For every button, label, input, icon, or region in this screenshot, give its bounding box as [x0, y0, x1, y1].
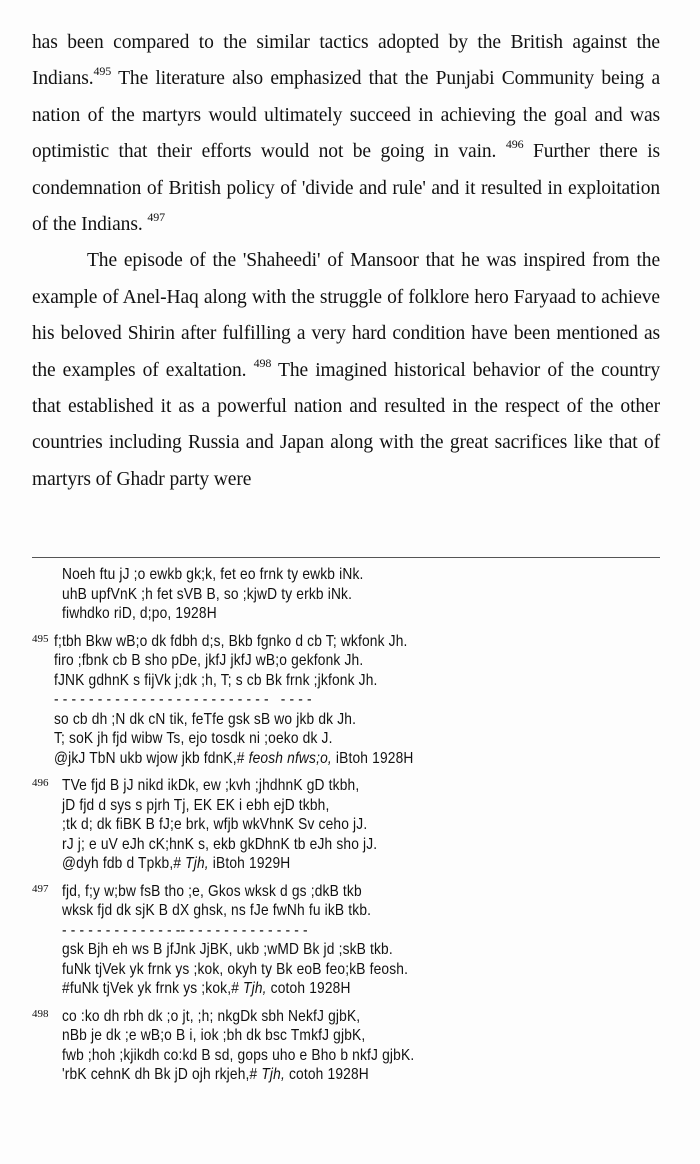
citation-source: feosh nfws;o,: [248, 749, 332, 767]
footnote-495: [32, 632, 660, 769]
footnote-line: wksk fjd dk sjK B dX ghsk, ns fJe fwNh fu ikB tkb.: [62, 902, 372, 919]
footnote-498: [32, 1007, 660, 1085]
footnote-line: so cb dh ;N dk cN tik, feTfe gsk sB wo jkb dk Jh.: [54, 710, 357, 728]
footnote-reference[interactable]: 497: [147, 210, 166, 225]
footnote-497: [32, 882, 660, 999]
footnote-line: fuNk tjVek yk frnk ys ;kok, okyh ty Bk eoB feo;kB feosh.: [62, 960, 409, 978]
citation-source: Tjh,: [261, 1066, 285, 1083]
citation-date: cotoh 1928H: [284, 1066, 369, 1083]
footnote-separator: [32, 557, 660, 558]
footnote-line: fJNK gdhnK s fijVk j;dk ;h, T; s cb Bk frnk ;jkfonk Jh.: [54, 671, 378, 689]
footnote-line: jD fjd d sys s pjrh Tj, EK EK i ebh ejD tkbh,: [62, 796, 330, 814]
footnote-line: [62, 979, 576, 999]
footnote-reference[interactable]: 496: [505, 137, 524, 152]
footnote-line: fwb ;hoh ;kjikdh co:kd B sd, gops uho e Bho b nkfJ gjbK.: [62, 1046, 415, 1064]
footnote-line: [62, 1065, 576, 1085]
paragraph-text: The imagined historical behavior of the country that established it as a powerful nation and resulted in the respect of the other countries including Russia and Japan along with the great sacrifices like that of martyrs of Ghadr party were: [32, 359, 660, 490]
citation-date: iBtoh 1928H: [331, 749, 414, 767]
footnote-reference[interactable]: 498: [253, 355, 272, 370]
footnote-line: fjd, f;y w;bw fsB tho ;e, Gkos wksk d gs ;dkB tkb: [62, 882, 362, 900]
citation-source: Tjh,: [243, 980, 267, 997]
footnote-number: 497: [32, 882, 49, 895]
paragraph-2: [32, 243, 660, 498]
footnote-line: rJ j; e uV eJh cK;hnK s, ekb gkDhnK tb eJh sho jJ.: [62, 835, 378, 853]
footnote-line: nBb je dk ;e wB;o B i, iok ;bh dk bsc TmkfJ gjbK,: [62, 1027, 366, 1044]
footnote-line: gsk Bjh eh ws B jfJnk JjBK, ukb ;wMD Bk jd ;skB tkb.: [62, 941, 393, 958]
citation-prefix: @jkJ TbN ukb wjow jkb fdnK,#: [54, 749, 249, 767]
footnote-number: 496: [32, 777, 49, 789]
citation-date: cotoh 1928H: [266, 980, 351, 997]
footnote-line: firo ;fbnk cb B sho pDe, jkfJ jkfJ wB;o gekfonk Jh.: [54, 652, 364, 669]
footnote-number: 498: [32, 1007, 49, 1020]
footnote-line: T; soK jh fjd wibw Ts, ejo tosdk ni ;oeko dk J.: [54, 730, 333, 747]
footnote-line: f;tbh Bkw wB;o dk fdbh d;s, Bkb fgnko d cb T; wkfonk Jh.: [54, 632, 408, 650]
citation-prefix: #fuNk tjVek yk frnk ys ;kok,#: [62, 980, 244, 997]
footnote-reference[interactable]: 495: [93, 64, 112, 79]
footnote-line: TVe fjd B jJ nikd ikDk, ew ;kvh ;jhdhnK gD tkbh,: [62, 777, 360, 794]
footnote-line: fiwhdko riD, d;po, 1928H: [62, 605, 217, 622]
footnote-496: [32, 776, 660, 874]
footnote-line: - - - - - - - - - - - - - -- - - - - - - - - - - - - - -: [62, 921, 308, 939]
footnote-line: ;tk d; dk fiBK B fJ;e brk, wfjb wkVhnK Sv ceho jJ.: [62, 816, 368, 833]
footnote-line: [62, 854, 576, 874]
citation-prefix: 'rbK cehnK dh Bk jD ojh rkjeh,#: [62, 1066, 262, 1083]
citation-prefix: @dyh fdb d Tpkb,#: [62, 855, 186, 872]
citation-date: iBtoh 1929H: [208, 855, 291, 872]
footnote-line: uhB upfVnK ;h fet sVB B, so ;kjwD ty erkb iNk.: [62, 585, 353, 603]
footnote-line: Noeh ftu jJ ;o ewkb gk;k, fet eo frnk ty ewkb iNk.: [62, 566, 364, 583]
paragraph-text: Further there is condemnation of British policy of 'divide and rule' and it resulted in exploitation of the Indians.: [32, 141, 660, 236]
main-text: [32, 25, 660, 498]
footnote-line: co :ko dh rbh dk ;o jt, ;h; nkgDk sbh NekfJ gjbK,: [62, 1007, 361, 1025]
paragraph-1: [32, 25, 660, 243]
paragraph-text: The episode of the 'Shaheedi' of Mansoor that he was inspired from the example of Anel-Haq along with the struggle of folklore hero Faryaad to achieve his beloved Shirin after fulfilling a very hard condition have been mentioned as the examples of exaltation.: [32, 250, 660, 381]
footnote-continued: [32, 565, 660, 624]
footnote-number: 495: [32, 632, 49, 645]
paragraph-text: has been compared to the similar tactics adopted by the British against the Indians.: [32, 32, 660, 90]
footnote-line: - - - - - - - - - - - - - - - - - - - - - - - - - - - - -: [54, 691, 312, 708]
footnotes: [32, 565, 660, 1093]
footnote-line: [54, 749, 575, 769]
paragraph-text: The literature also emphasized that the Punjabi Community being a nation of the martyrs would ultimately succeed in achieving the goal and was optimistic that their efforts would not be going in vain.: [32, 68, 660, 163]
citation-source: Tjh,: [185, 855, 209, 872]
